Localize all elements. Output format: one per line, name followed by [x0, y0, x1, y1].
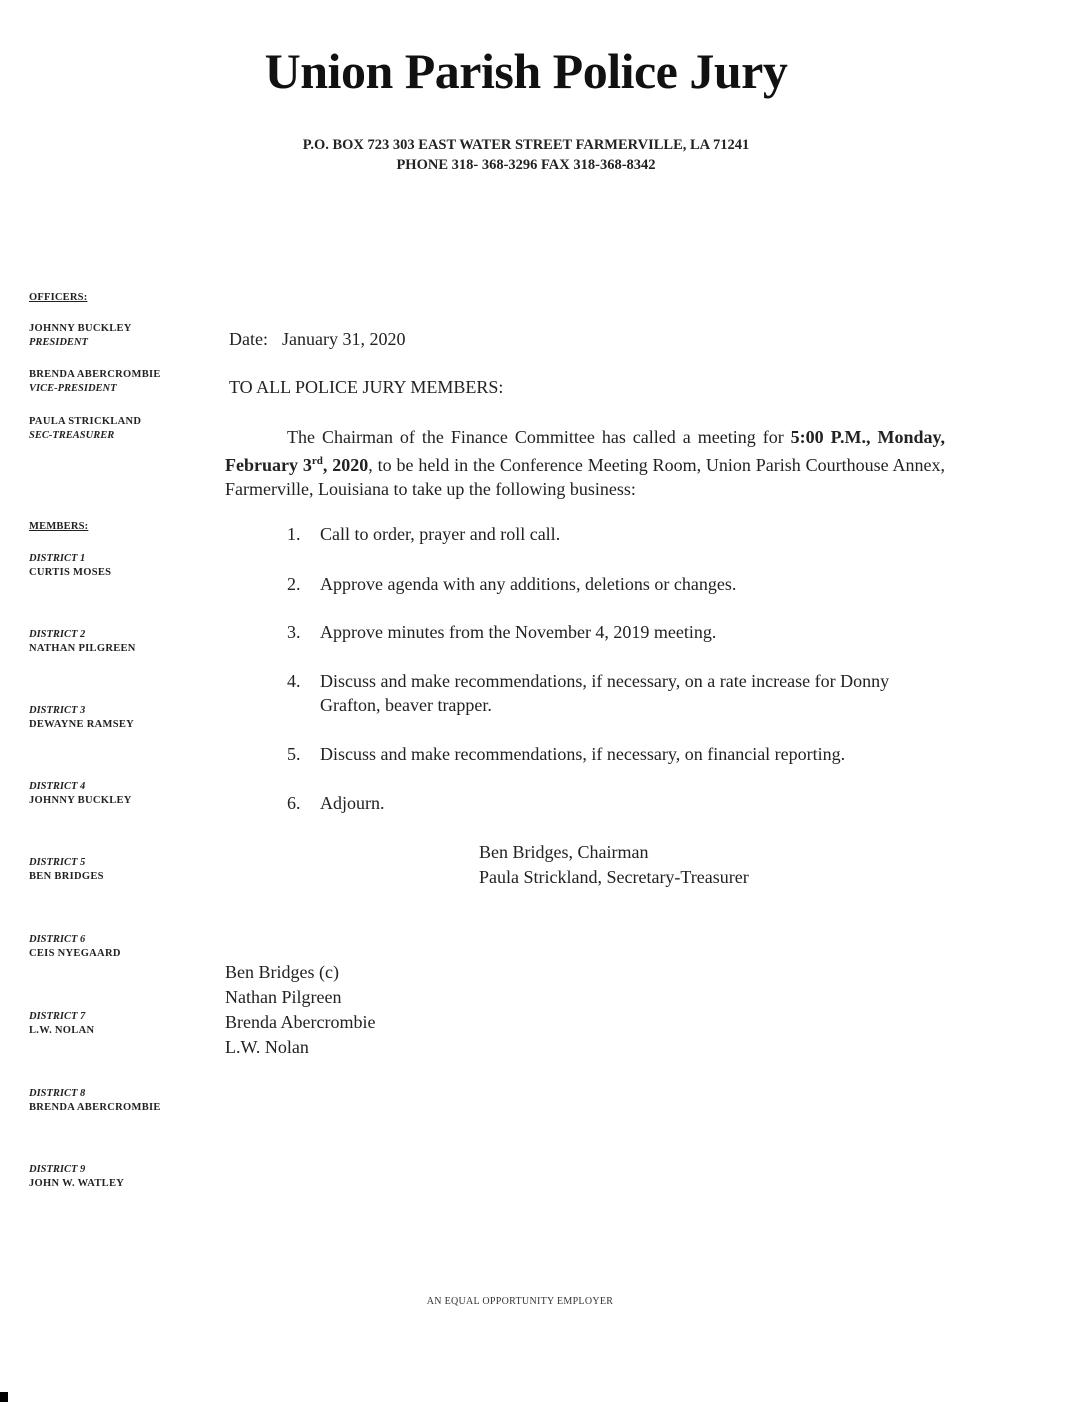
date-label: Date:	[229, 329, 268, 349]
member-name: L.W. NOLAN	[29, 1025, 95, 1036]
member-name: BEN BRIDGES	[29, 871, 104, 882]
member-entry	[29, 933, 209, 961]
agenda-text: Discuss and make recommendations, if necessary, on financial reporting.	[320, 744, 846, 764]
member-district: DISTRICT 4	[29, 781, 86, 792]
agenda-number: 4.	[287, 671, 301, 691]
member-entry	[29, 856, 209, 884]
salutation: TO ALL POLICE JURY MEMBERS:	[229, 377, 504, 397]
officer-role: SEC-TREASURER	[29, 430, 115, 441]
officer-name: PAULA STRICKLAND	[29, 416, 142, 427]
member-district: DISTRICT 5	[29, 857, 86, 868]
committee-member: Nathan Pilgreen	[225, 987, 342, 1007]
meeting-time: 5:00 P.M.,	[790, 427, 871, 447]
member-entry	[29, 552, 209, 580]
member-district: DISTRICT 9	[29, 1164, 86, 1175]
signature-chairman: Ben Bridges, Chairman	[479, 842, 649, 862]
agenda-number: 1.	[287, 524, 301, 544]
officer-entry	[29, 415, 209, 443]
member-entry	[29, 780, 209, 808]
intro-start: The Chairman of the Finance Committee has called a meeting for	[287, 427, 791, 447]
footer: AN EQUAL OPPORTUNITY EMPLOYER	[426, 1296, 614, 1307]
member-name: BRENDA ABERCROMBIE	[29, 1102, 161, 1113]
member-entry	[29, 704, 209, 732]
member-name: NATHAN PILGREEN	[29, 643, 136, 654]
agenda-number: 2.	[287, 574, 301, 594]
member-name: DEWAYNE RAMSEY	[29, 719, 135, 730]
officers-heading: OFFICERS:	[29, 292, 88, 303]
agenda-number: 5.	[287, 744, 301, 764]
agenda-number: 3.	[287, 622, 301, 642]
member-name: CURTIS MOSES	[29, 567, 112, 578]
date-line	[229, 327, 405, 351]
scan-edge-mark	[0, 1392, 8, 1402]
member-district: DISTRICT 2	[29, 629, 86, 640]
member-district: DISTRICT 1	[29, 553, 86, 564]
date-value: January 31, 2020	[281, 329, 406, 349]
member-name: JOHNNY BUCKLEY	[29, 795, 132, 806]
letterhead-title: Union Parish Police Jury	[264, 43, 788, 99]
member-district: DISTRICT 7	[29, 1011, 86, 1022]
agenda-text: Approve minutes from the November 4, 2019 meeting.	[320, 622, 717, 642]
officer-role: VICE-PRESIDENT	[29, 383, 117, 394]
signature-secretary: Paula Strickland, Secretary-Treasurer	[479, 867, 749, 887]
agenda-text: Adjourn.	[320, 793, 385, 813]
member-name: CEIS NYEGAARD	[29, 948, 121, 959]
officer-entry	[29, 368, 209, 396]
officer-name: JOHNNY BUCKLEY	[29, 323, 132, 334]
intro-paragraph	[225, 425, 945, 501]
member-entry	[29, 628, 209, 656]
committee-member: L.W. Nolan	[225, 1037, 309, 1057]
officer-entry	[29, 322, 209, 350]
member-entry	[29, 1163, 209, 1191]
members-heading: MEMBERS:	[29, 521, 89, 532]
intro-end: , to be held in the Conference Meeting Room, Union Parish Courthouse Annex, Farmerville, Louisiana to take up the following business:	[225, 455, 946, 499]
member-district: DISTRICT 3	[29, 705, 86, 716]
agenda-text: Approve agenda with any additions, deletions or changes.	[320, 574, 737, 594]
officer-name: BRENDA ABERCROMBIE	[29, 369, 161, 380]
agenda-number: 6.	[287, 793, 301, 813]
agenda-text: Call to order, prayer and roll call.	[320, 524, 561, 544]
meeting-year: , 2020	[322, 455, 369, 475]
member-entry	[29, 1010, 209, 1038]
committee-member: Ben Bridges (c)	[225, 962, 339, 982]
meeting-day-suffix: rd	[311, 455, 323, 467]
officer-role: PRESIDENT	[29, 337, 88, 348]
member-district: DISTRICT 6	[29, 934, 86, 945]
meeting-day-text: Monday, February 3	[225, 427, 945, 475]
committee-member: Brenda Abercrombie	[225, 1012, 376, 1032]
contact-line: PHONE 318- 368-3296 FAX 318-368-8342	[396, 157, 656, 173]
agenda-text: Discuss and make recommendations, if necessary, on a rate increase for Donny Grafton, beaver trapper.	[320, 671, 890, 715]
member-district: DISTRICT 8	[29, 1088, 86, 1099]
address-line: P.O. BOX 723 303 EAST WATER STREET FARMERVILLE, LA 71241	[302, 137, 750, 153]
member-entry	[29, 1087, 209, 1115]
member-name: JOHN W. WATLEY	[29, 1178, 125, 1189]
